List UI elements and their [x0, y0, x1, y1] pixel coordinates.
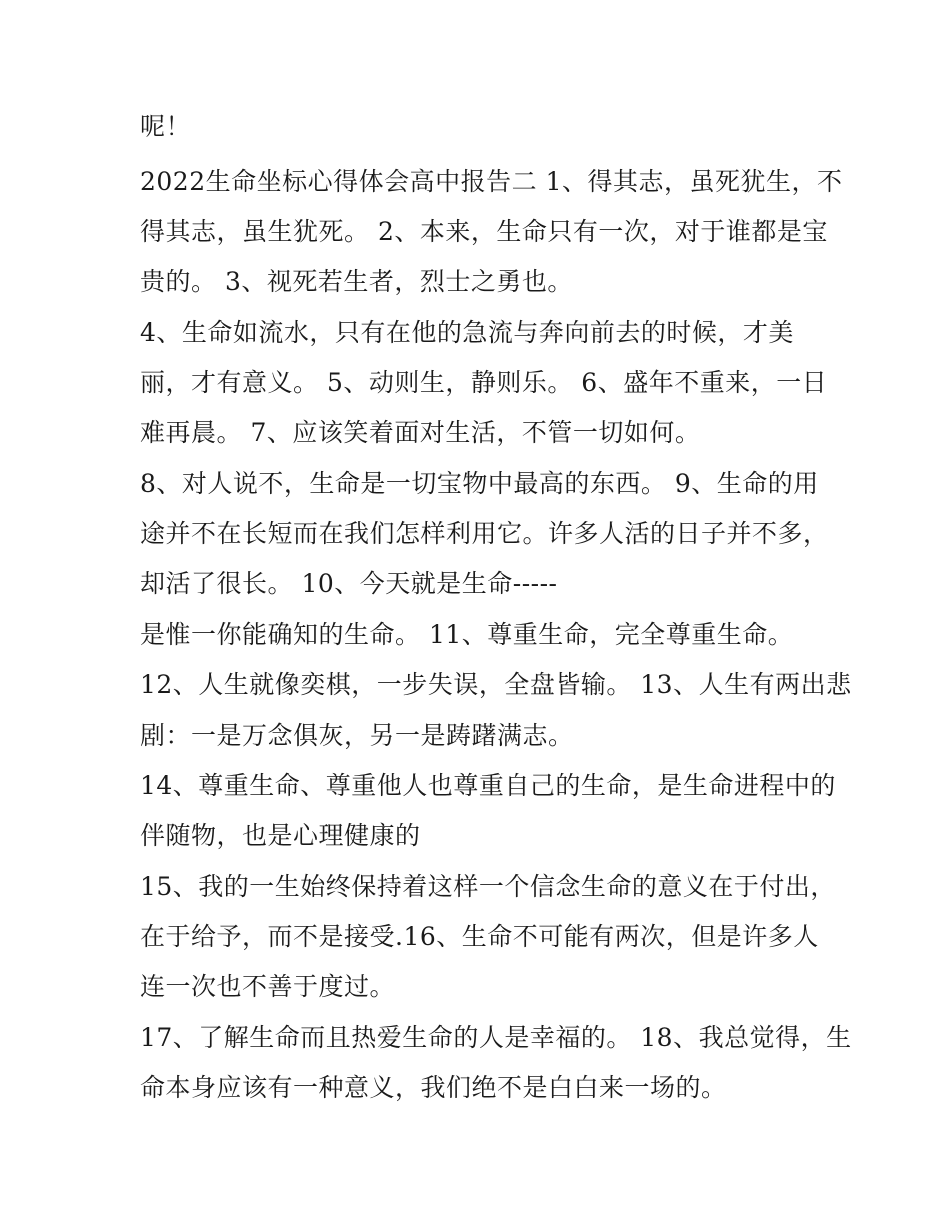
text-line: 伴随物，也是心理健康的 [140, 821, 421, 850]
text-line: 17、了解生命而且热爱生命的人是幸福的。 18、我总觉得，生 [140, 1023, 852, 1052]
text-line: 是惟一你能确知的生命。 11、尊重生命，完全尊重生命。 [140, 620, 794, 649]
text-line: 8、对人说不，生命是一切宝物中最高的东西。 9、生命的用 [140, 469, 819, 498]
text-line: 却活了很长。 10、今天就是生命----- [140, 569, 558, 598]
text-line: 剧：一是万念俱灰，另一是踌躇满志。 [140, 721, 574, 750]
text-line: 得其志，虽生犹死。 2、本来，生命只有一次，对于谁都是宝 [140, 217, 828, 246]
text-line: 4、生命如流水，只有在他的急流与奔向前去的时候，才美 [140, 318, 794, 347]
text-line: 难再晨。 7、应该笑着面对生活，不管一切如何。 [140, 418, 701, 447]
text-line: 12、人生就像奕棋，一步失误，全盘皆输。 13、人生有两出悲 [140, 670, 852, 699]
text-line: 15、我的一生始终保持着这样一个信念生命的意义在于付出， [140, 872, 836, 901]
text-line: 途并不在长短而在我们怎样利用它。许多人活的日子并不多， [140, 519, 829, 548]
text-line: 呢！ [140, 112, 192, 141]
text-line: 命本身应该有一种意义，我们绝不是白白来一场的。 [140, 1073, 727, 1102]
text-line: 丽，才有意义。 5、动则生，静则乐。 6、盛年不重来，一日 [140, 368, 828, 397]
text-line: 2022生命坐标心得体会高中报告二 1、得其志，虽死犹生，不 [140, 167, 843, 196]
text-line: 在于给予，而不是接受.16、生命不可能有两次，但是许多人 [140, 922, 819, 951]
text-line: 连一次也不善于度过。 [140, 972, 396, 1001]
text-line: 14、尊重生命、尊重他人也尊重自己的生命，是生命进程中的 [140, 771, 836, 800]
text-line: 贵的。 3、视死若生者，烈士之勇也。 [140, 267, 573, 296]
